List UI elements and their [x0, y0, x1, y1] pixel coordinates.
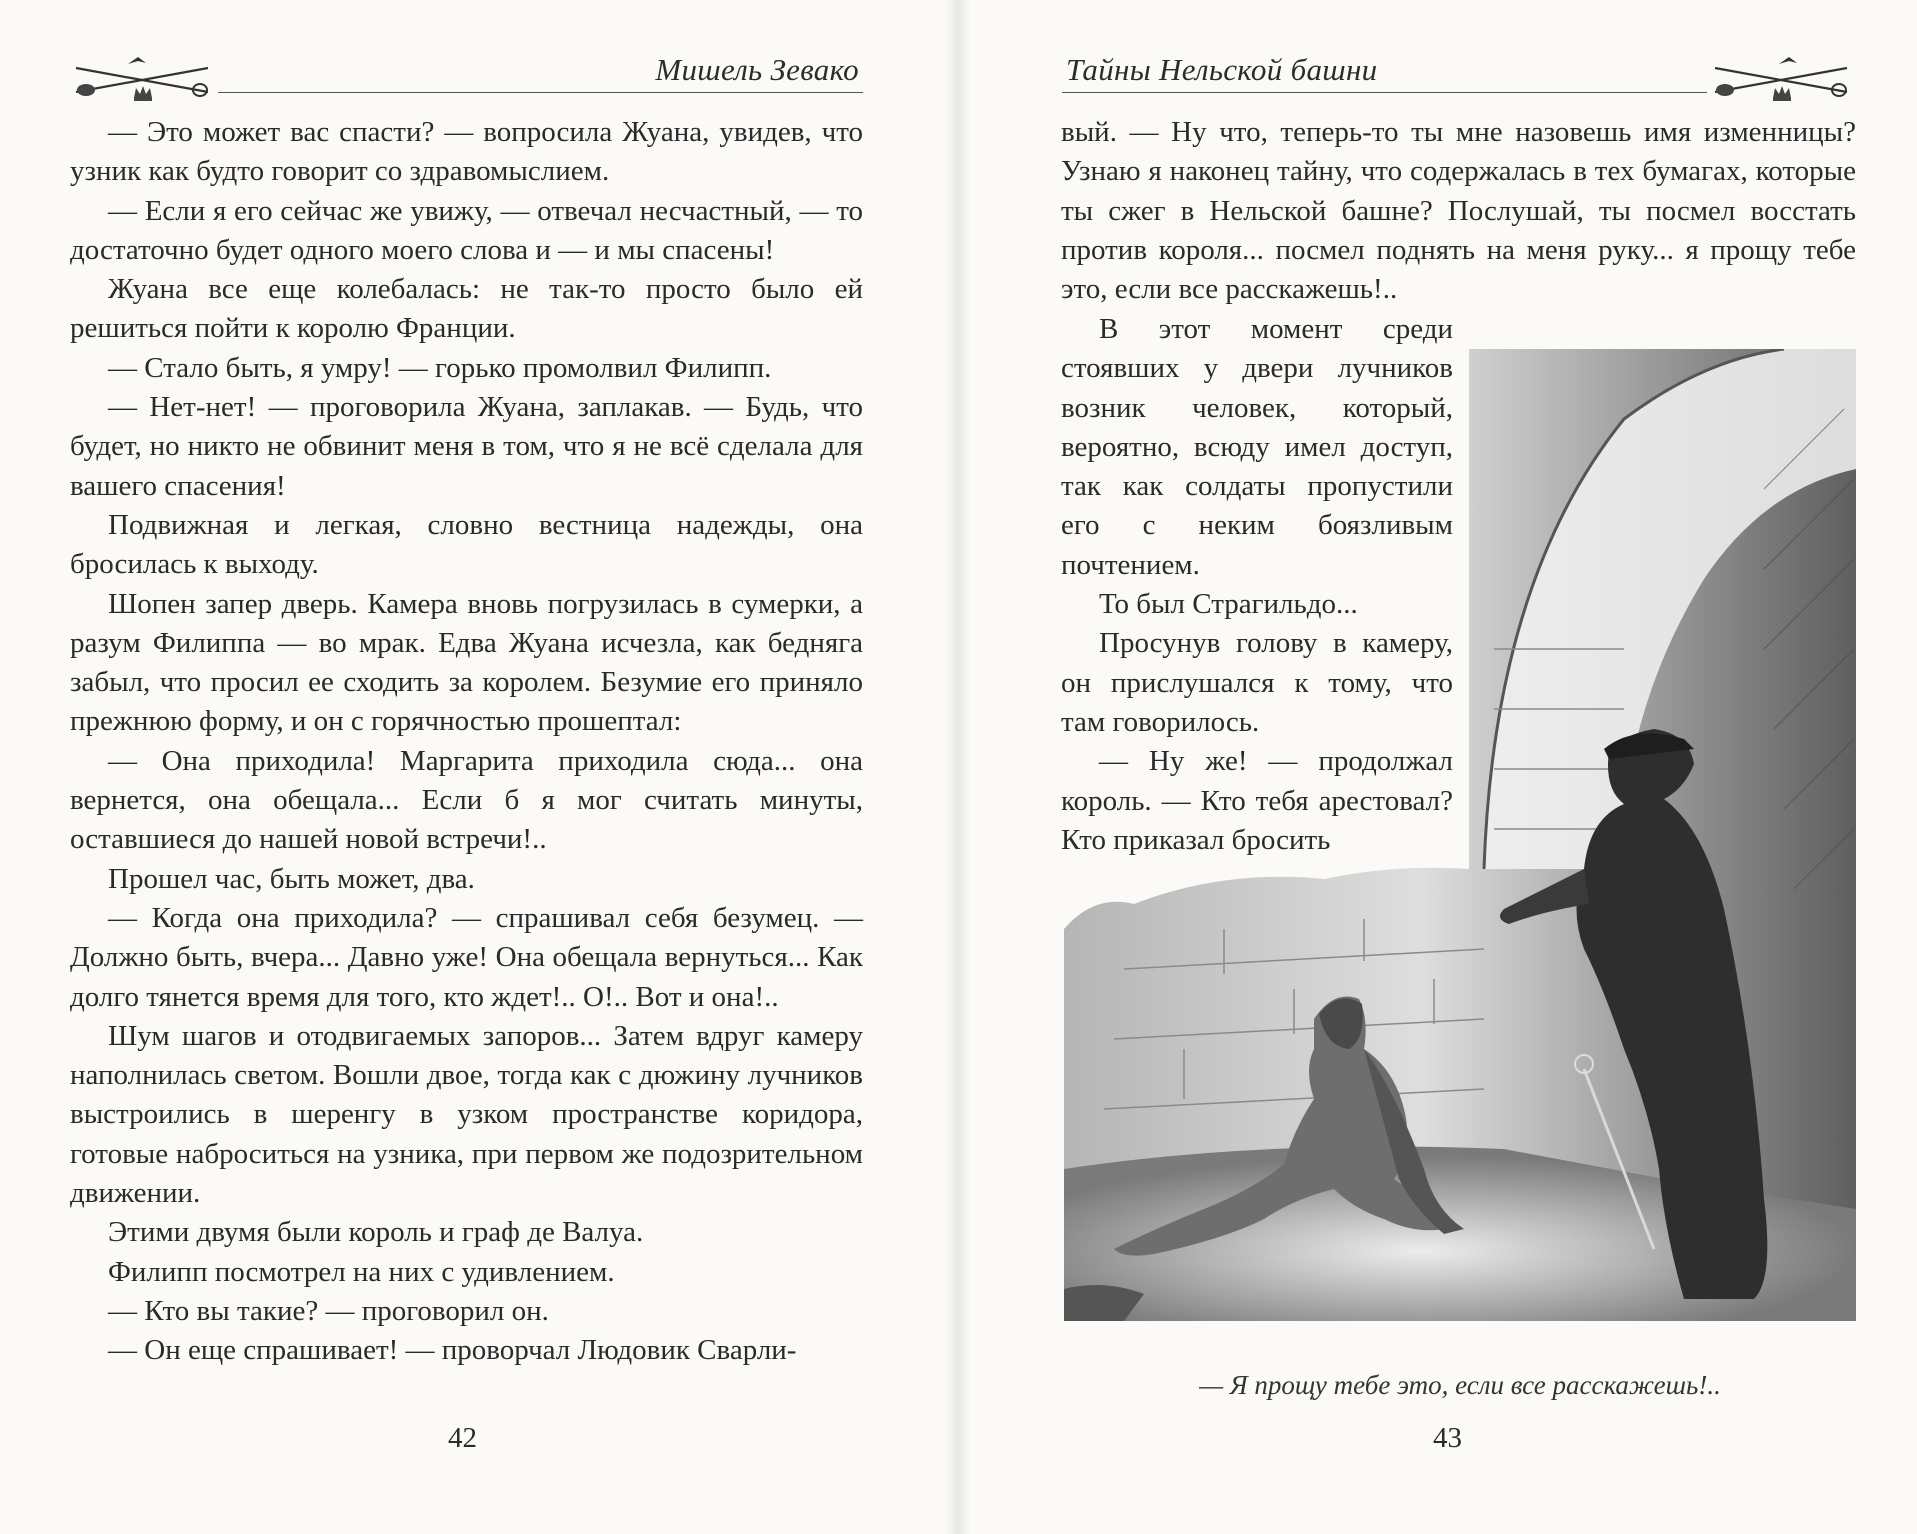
paragraph: — Ну же! — продолжал король. — Кто тебя арестовал? Кто приказал бросить	[1061, 745, 1453, 856]
engraving-prisoner-and-man-illustration	[1064, 349, 1856, 1321]
paragraph: — Нет-нет! — проговорила Жуана, заплакав. — Будь, что будет, но никто не обвинит меня в том, что я не всё сделала для вашего спасения!	[70, 391, 863, 502]
page-number: 42	[448, 1422, 477, 1454]
paragraph: Филипп посмотрел на них с удивлением.	[108, 1255, 615, 1288]
paragraph: — Она приходила! Маргарита приходила сюда... она вернется, она обещала... Если б я мог считать минуты, оставшиеся до нашей новой встречи!..	[70, 744, 863, 856]
left-running-header	[68, 52, 863, 112]
crossed-swords-crown-emblem-icon	[1707, 52, 1857, 108]
right-body-text-top	[1061, 113, 1856, 309]
paragraph: Жуана все еще колебалась: не так-то просто было ей решиться пойти к королю Франции.	[70, 273, 863, 345]
header-rule	[1062, 92, 1707, 93]
paragraph: — Кто вы такие? — проговорил он.	[108, 1294, 549, 1327]
paragraph: — Это может вас спасти? — вопросила Жуана, увидев, что узник как будто говорит со здравомыслием.	[70, 116, 863, 188]
crossed-swords-crown-emblem-icon	[68, 52, 218, 108]
paragraph: Шум шагов и отодвигаемых запоров... Затем вдруг камеру наполнилась светом. Вошли двое, тогда как с дюжину лучников выстроились в шеренгу в узком пространстве коридора, готовые наброситься на узника, при первом же подозрительном движении.	[70, 1019, 863, 1210]
paragraph: В этот момент среди стоявших у двери лучников возник человек, который, вероятно, всюду имел доступ, так как солдаты пропустили его с неким боязливым почтением.	[1061, 313, 1453, 581]
header-title: Мишель Зевако	[655, 52, 859, 87]
paragraph: Этими двумя были король и граф де Валуа.	[108, 1216, 644, 1249]
header-title: Тайны Нельской башни	[1066, 52, 1378, 87]
right-running-header	[1062, 52, 1857, 112]
paragraph: — Стало быть, я умру! — горько промолвил Филипп.	[108, 351, 772, 384]
paragraph: То был Страгильдо...	[1099, 588, 1358, 621]
paragraph: Просунув голову в камеру, он прислушался к тому, что там говорилось.	[1061, 627, 1453, 738]
left-page	[0, 0, 958, 1534]
paragraph: Прошел час, быть может, два.	[108, 862, 475, 895]
header-rule	[218, 92, 863, 93]
page-number: 43	[1433, 1422, 1462, 1454]
paragraph: — Он еще спрашивает! — проворчал Людовик Сварли-	[108, 1334, 797, 1367]
paragraph: Подвижная и легкая, словно вестница надежды, она бросилась к выходу.	[70, 508, 863, 581]
illustration-caption: — Я прощу тебе это, если все расскажешь!..	[1199, 1370, 1721, 1400]
paragraph: — Когда она приходила? — спрашивал себя безумец. — Должно быть, вчера... Давно уже! Она обещала вернуться... Как долго тянется время для того, кто ждет!.. О!.. Вот и она!..	[70, 901, 863, 1013]
paragraph: — Если я его сейчас же увижу, — отвечал несчастный, — то достаточно будет одного моего слова и — и мы спасены!	[70, 194, 863, 266]
left-body-text	[70, 113, 863, 1371]
paragraph: Шопен запер дверь. Камера вновь погрузилась в сумерки, а разум Филиппа — во мрак. Едва Жуана исчезла, как бедняга забыл, что просил ее сходить за королем. Безумие его приняло прежнюю форму, и он с горячностью прошептал:	[70, 587, 863, 738]
right-page	[958, 0, 1917, 1534]
paragraph: вый. — Ну что, теперь-то ты мне назовешь имя изменницы? Узнаю я наконец тайну, что содержалась в тех бумагах, которые ты сжег в Нельской башне? Послушай, ты посмел восстать против короля... посмел поднять на меня руку... я прощу тебе это, если все расскажешь!..	[1061, 116, 1856, 306]
